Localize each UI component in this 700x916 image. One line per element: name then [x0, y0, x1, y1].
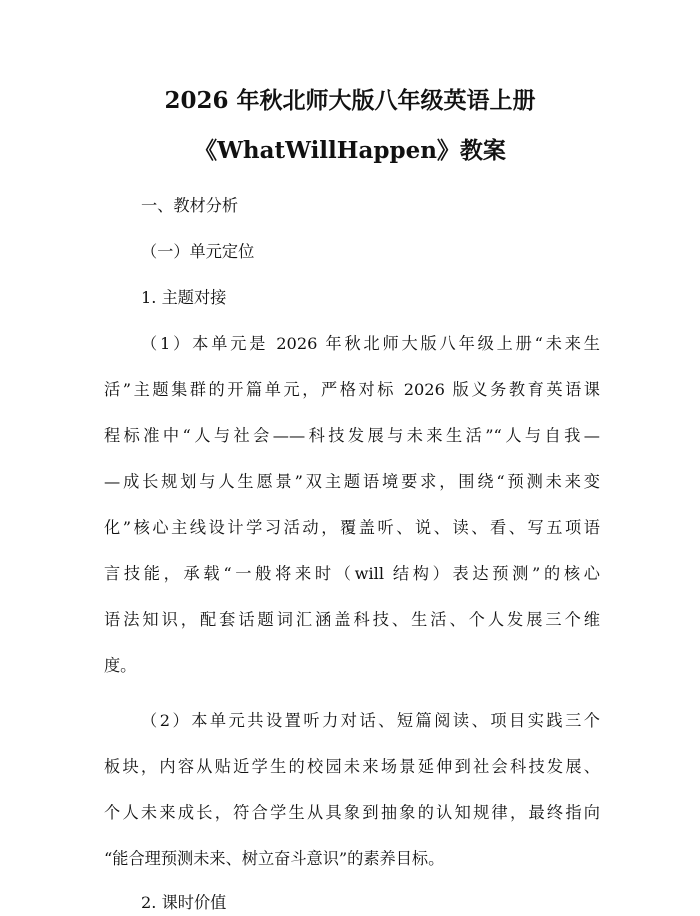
paragraph-2-line: 板块，内容从贴近学生的校园未来场景延伸到社会科技发展、 [104, 757, 600, 776]
paragraph-1-line: 程标准中“人与社会——科技发展与未来生活”“人与自我— [104, 426, 600, 445]
paragraph-2-line: 个人未来成长，符合学生从具象到抽象的认知规律，最终指向 [104, 803, 600, 822]
paragraph-1-line: —成长规划与人生愿景”双主题语境要求，围绕“预测未来变 [104, 472, 600, 491]
paragraph-2-line: “能合理预测未来、树立奋斗意识”的素养目标。 [104, 849, 445, 868]
item-heading-theme: 1. 主题对接 [141, 288, 227, 307]
paragraph-1-line: 活”主题集群的开篇单元，严格对标 2026 版义务教育英语课 [104, 380, 600, 399]
paragraph-1-line: 言技能，承载“一般将来时（will 结构）表达预测”的核心 [104, 564, 600, 583]
paragraph-1-line: 语法知识，配套话题词汇涵盖科技、生活、个人发展三个维 [104, 610, 600, 629]
paragraph-1-line: 度。 [104, 656, 137, 675]
paragraph-1-line: 化”核心主线设计学习活动，覆盖听、说、读、看、写五项语 [104, 518, 600, 537]
item-heading-lesson-value: 2. 课时价值 [141, 893, 227, 912]
section-heading: 一、教材分析 [141, 196, 239, 215]
paragraph-1-line: （1）本单元是 2026 年秋北师大版八年级上册“未来生 [141, 334, 600, 353]
document-title-line-2: 《WhatWillHappen》教案 [194, 137, 506, 164]
paragraph-2-line: （2）本单元共设置听力对话、短篇阅读、项目实践三个 [141, 711, 600, 730]
document-title-line-1: 2026 年秋北师大版八年级英语上册 [164, 87, 536, 114]
subsection-heading: （一）单元定位 [141, 242, 255, 261]
